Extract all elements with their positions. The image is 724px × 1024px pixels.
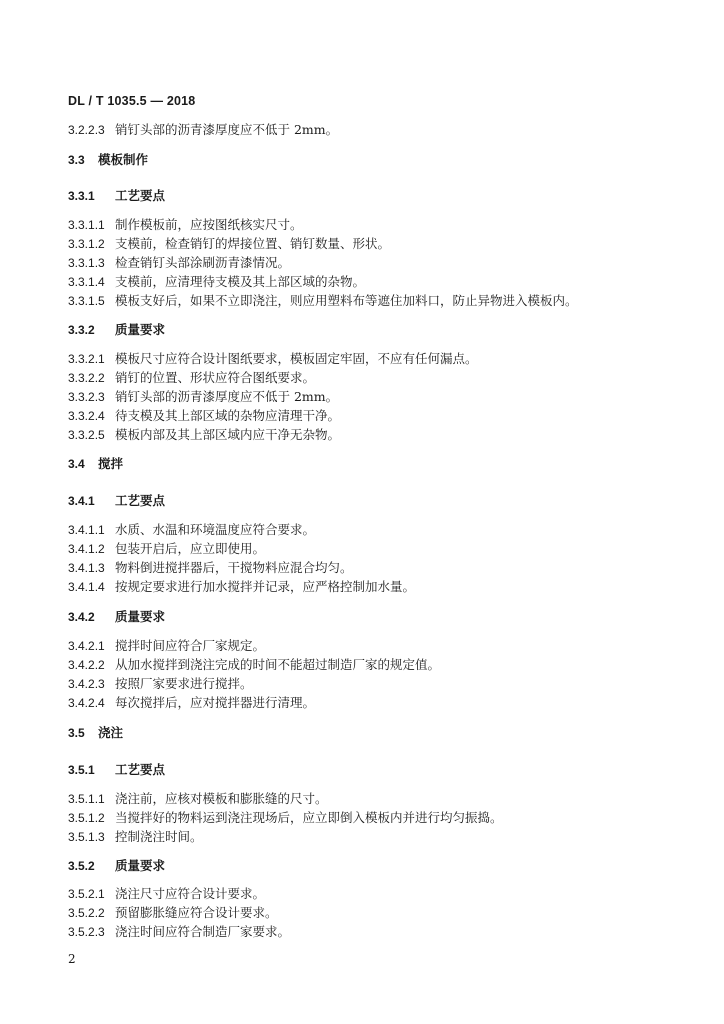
subsection-number: 3.5.1 bbox=[68, 763, 95, 777]
clause-line bbox=[68, 217, 303, 233]
subsection-heading bbox=[68, 493, 165, 509]
subsection-number: 3.3.1 bbox=[68, 189, 95, 203]
clause-line bbox=[68, 389, 338, 405]
clause-number: 3.5.2.1 bbox=[68, 887, 105, 901]
clause-number: 3.3.1.1 bbox=[68, 218, 105, 232]
page-number: 2 bbox=[68, 952, 76, 966]
section-heading bbox=[68, 456, 123, 472]
subsection-title: 质量要求 bbox=[115, 609, 166, 624]
clause-line bbox=[68, 695, 315, 711]
clause-text: 每次搅拌后，应对搅拌器进行清理。 bbox=[115, 695, 316, 710]
clause-text: 控制浇注时间。 bbox=[115, 829, 203, 844]
clause-line bbox=[68, 236, 390, 252]
clause-number: 3.2.2.3 bbox=[68, 123, 105, 137]
clause-line bbox=[68, 638, 265, 654]
section-heading bbox=[68, 152, 148, 168]
clause-line bbox=[68, 274, 365, 290]
clause-number: 3.5.2.2 bbox=[68, 906, 105, 920]
clause-line bbox=[68, 370, 315, 386]
clause-text: 当搅拌好的物料运到浇注现场后，应立即倒入模板内并进行均匀振捣。 bbox=[115, 810, 503, 825]
clause-number: 3.3.2.4 bbox=[68, 409, 105, 423]
subsection-heading bbox=[68, 609, 165, 625]
clause-text: 模板内部及其上部区域内应干净无杂物。 bbox=[115, 427, 341, 442]
section-title: 搅拌 bbox=[98, 456, 124, 471]
clause-number: 3.3.1.3 bbox=[68, 256, 105, 270]
clause-text: 支模前，应清理待支模及其上部区域的杂物。 bbox=[115, 274, 366, 289]
clause-text: 销钉的位置、形状应符合图纸要求。 bbox=[115, 370, 316, 385]
clause-number: 3.4.2.4 bbox=[68, 696, 105, 710]
clause-text: 销钉头部的沥青漆厚度应不低于 2mm。 bbox=[115, 389, 339, 404]
clause-text: 检查销钉头部涂刷沥青漆情况。 bbox=[115, 255, 291, 270]
clause-number: 3.3.2.2 bbox=[68, 371, 105, 385]
subsection-title: 工艺要点 bbox=[115, 493, 166, 508]
subsection-title: 工艺要点 bbox=[115, 762, 166, 777]
clause-line bbox=[68, 676, 253, 692]
clause-number: 3.5.2.3 bbox=[68, 925, 105, 939]
section-number: 3.5 bbox=[68, 726, 85, 740]
section-title: 模板制作 bbox=[98, 152, 149, 167]
subsection-heading bbox=[68, 322, 165, 338]
clause-text: 浇注尺寸应符合设计要求。 bbox=[115, 886, 266, 901]
subsection-number: 3.5.2 bbox=[68, 859, 95, 873]
clause-text: 待支模及其上部区域的杂物应清理干净。 bbox=[115, 408, 341, 423]
clause-text: 搅拌时间应符合厂家规定。 bbox=[115, 638, 266, 653]
clause-number: 3.4.1.2 bbox=[68, 542, 105, 556]
document-header: DL / T 1035.5 — 2018 bbox=[68, 94, 196, 108]
clause-text: 模板尺寸应符合设计图纸要求，模板固定牢固，不应有任何漏点。 bbox=[115, 351, 478, 366]
clause-line bbox=[68, 829, 203, 845]
clause-number: 3.4.1.1 bbox=[68, 523, 105, 537]
clause-text: 模板支好后，如果不立即浇注，则应用塑料布等遮住加料口，防止异物进入模板内。 bbox=[115, 293, 578, 308]
clause-line bbox=[68, 541, 265, 557]
clause-number: 3.3.1.4 bbox=[68, 275, 105, 289]
clause-number: 3.3.2.1 bbox=[68, 352, 105, 366]
clause-number: 3.3.1.2 bbox=[68, 237, 105, 251]
clause-text: 预留膨胀缝应符合设计要求。 bbox=[115, 905, 278, 920]
clause-text: 包装开启后，应立即使用。 bbox=[115, 541, 266, 556]
subsection-number: 3.4.2 bbox=[68, 610, 95, 624]
clause-text: 浇注前，应核对模板和膨胀缝的尺寸。 bbox=[115, 791, 328, 806]
subsection-heading bbox=[68, 188, 165, 204]
clause-text: 制作模板前，应按图纸核实尺寸。 bbox=[115, 217, 303, 232]
section-number: 3.3 bbox=[68, 153, 85, 167]
clause-number: 3.4.2.3 bbox=[68, 677, 105, 691]
clause-line bbox=[68, 657, 440, 673]
clause-text: 销钉头部的沥青漆厚度应不低于 2mm。 bbox=[115, 122, 339, 137]
clause-line bbox=[68, 791, 328, 807]
clause-line bbox=[68, 579, 415, 595]
clause-line bbox=[68, 810, 503, 826]
clause-number: 3.5.1.3 bbox=[68, 830, 105, 844]
clause-line bbox=[68, 408, 340, 424]
clause-text: 水质、水温和环境温度应符合要求。 bbox=[115, 522, 316, 537]
subsection-title: 质量要求 bbox=[115, 858, 166, 873]
clause-line bbox=[68, 255, 290, 271]
section-heading bbox=[68, 725, 123, 741]
clause-text: 按照厂家要求进行搅拌。 bbox=[115, 676, 253, 691]
clause-text: 从加水搅拌到浇注完成的时间不能超过制造厂家的规定值。 bbox=[115, 657, 441, 672]
clause-line bbox=[68, 886, 265, 902]
clause-number: 3.3.1.5 bbox=[68, 294, 105, 308]
clause-line bbox=[68, 427, 340, 443]
clause-number: 3.3.2.5 bbox=[68, 428, 105, 442]
clause-number: 3.4.1.4 bbox=[68, 580, 105, 594]
subsection-number: 3.4.1 bbox=[68, 494, 95, 508]
clause-line bbox=[68, 351, 478, 367]
clause-number: 3.5.1.2 bbox=[68, 811, 105, 825]
subsection-heading bbox=[68, 858, 165, 874]
subsection-title: 质量要求 bbox=[115, 322, 166, 337]
clause-line bbox=[68, 905, 278, 921]
clause-number: 3.4.2.1 bbox=[68, 639, 105, 653]
clause-number: 3.3.2.3 bbox=[68, 390, 105, 404]
clause-number: 3.5.1.1 bbox=[68, 792, 105, 806]
section-number: 3.4 bbox=[68, 457, 85, 471]
clause-line bbox=[68, 924, 290, 940]
clause-number: 3.4.2.2 bbox=[68, 658, 105, 672]
clause-text: 浇注时间应符合制造厂家要求。 bbox=[115, 924, 291, 939]
clause-line bbox=[68, 122, 338, 138]
subsection-heading bbox=[68, 762, 165, 778]
subsection-title: 工艺要点 bbox=[115, 188, 166, 203]
section-title: 浇注 bbox=[98, 725, 124, 740]
clause-line bbox=[68, 522, 315, 538]
clause-text: 按规定要求进行加水搅拌并记录，应严格控制加水量。 bbox=[115, 579, 416, 594]
subsection-number: 3.3.2 bbox=[68, 323, 95, 337]
clause-text: 支模前，检查销钉的焊接位置、销钉数量、形状。 bbox=[115, 236, 391, 251]
clause-text: 物料倒进搅拌器后，干搅物料应混合均匀。 bbox=[115, 560, 353, 575]
clause-line bbox=[68, 293, 578, 309]
clause-number: 3.4.1.3 bbox=[68, 561, 105, 575]
clause-line bbox=[68, 560, 353, 576]
